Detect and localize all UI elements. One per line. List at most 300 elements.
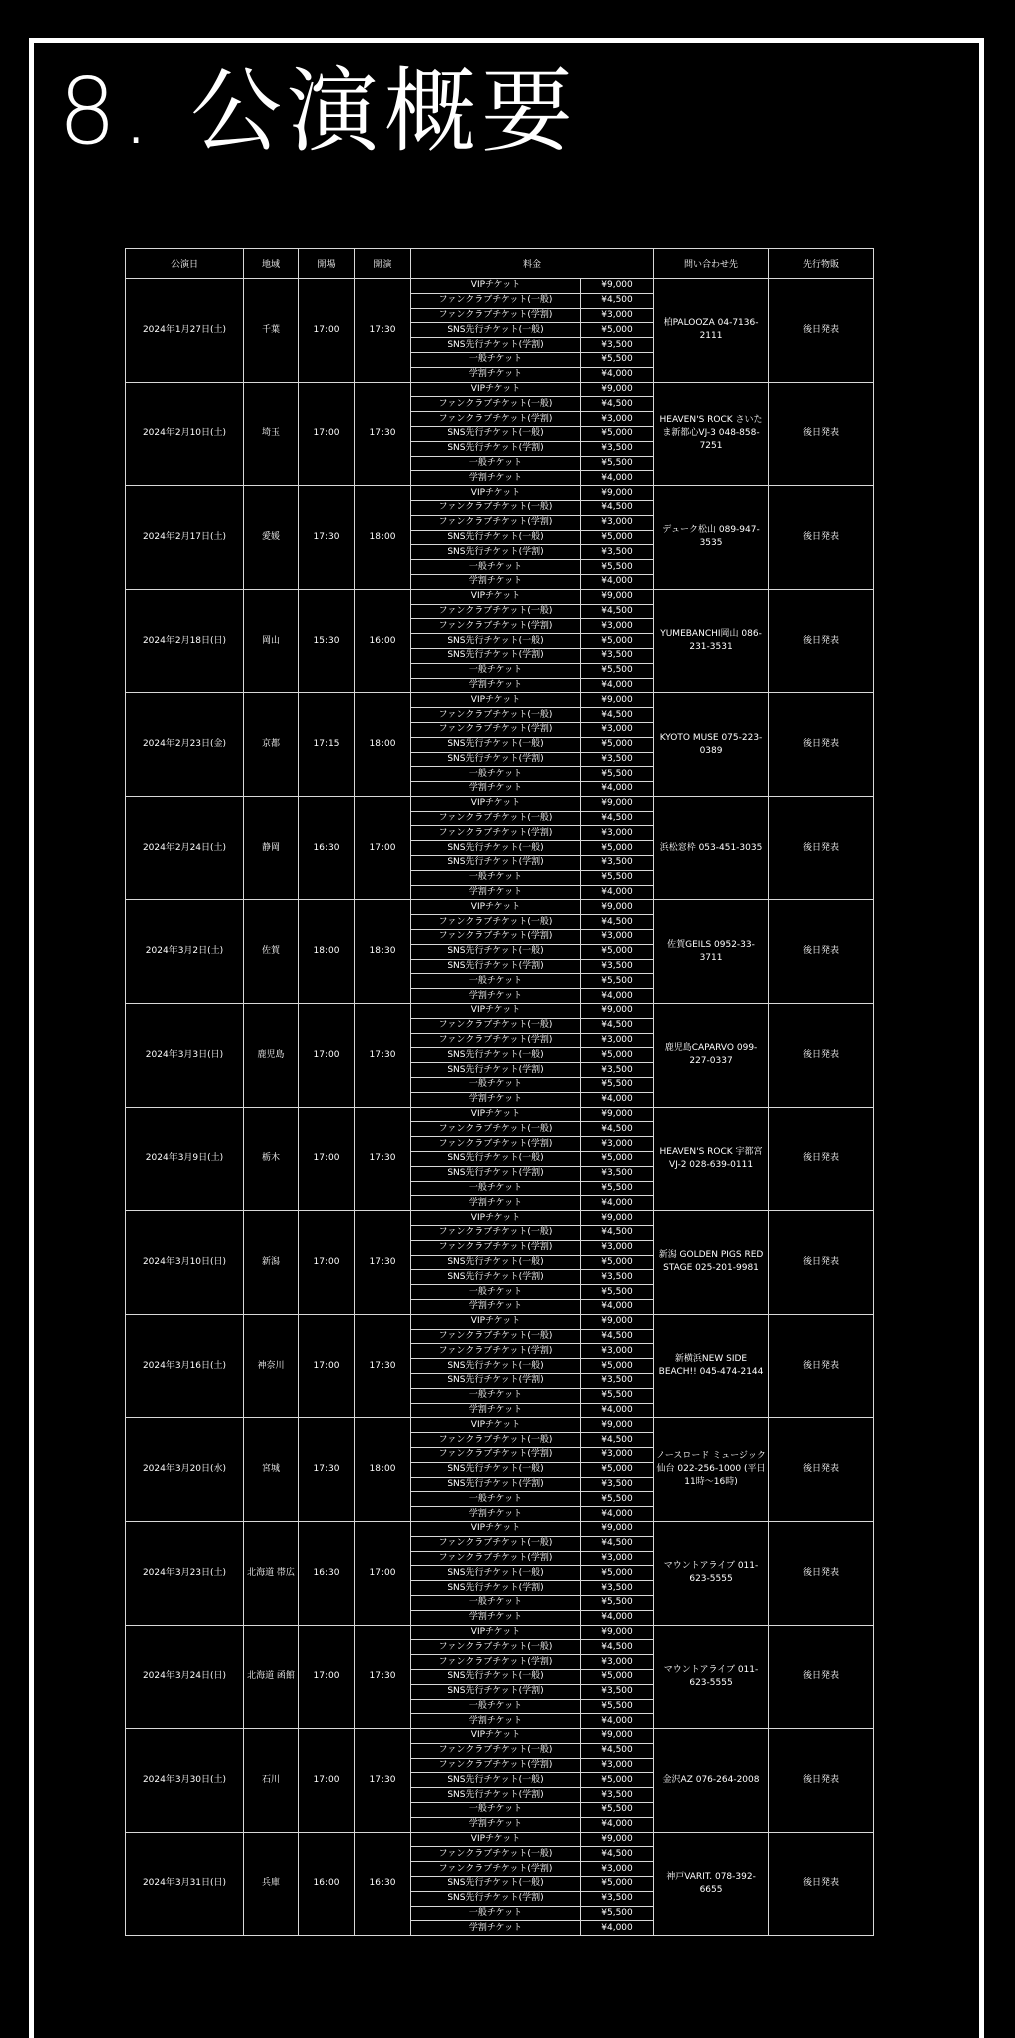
ticket-price: ¥9,000 bbox=[581, 796, 654, 811]
ticket-price: ¥5,000 bbox=[581, 944, 654, 959]
contact-info: 浜松窓枠 053-451-3035 bbox=[654, 796, 769, 900]
ticket-price: ¥3,000 bbox=[581, 930, 654, 945]
table-body bbox=[126, 279, 874, 1936]
table-row bbox=[126, 900, 874, 915]
ticket-type: ファンクラブチケット(一般) bbox=[411, 708, 581, 723]
doors-open-time: 18:00 bbox=[299, 900, 355, 1004]
ticket-type: 学割チケット bbox=[411, 1610, 581, 1625]
ticket-type: 一般チケット bbox=[411, 974, 581, 989]
performance-region: 静岡 bbox=[244, 796, 299, 900]
advance-merch: 後日発表 bbox=[769, 693, 874, 797]
ticket-type: ファンクラブチケット(一般) bbox=[411, 1226, 581, 1241]
ticket-price: ¥3,500 bbox=[581, 1477, 654, 1492]
ticket-price: ¥3,500 bbox=[581, 856, 654, 871]
ticket-price: ¥4,500 bbox=[581, 1743, 654, 1758]
ticket-type: 一般チケット bbox=[411, 1181, 581, 1196]
performance-date: 2024年2月18日(日) bbox=[126, 589, 244, 693]
ticket-price: ¥5,500 bbox=[581, 870, 654, 885]
table-row bbox=[126, 486, 874, 501]
ticket-type: SNS先行チケット(一般) bbox=[411, 1877, 581, 1892]
performance-schedule-table bbox=[125, 248, 874, 1936]
ticket-type: ファンクラブチケット(学割) bbox=[411, 1758, 581, 1773]
ticket-type: VIPチケット bbox=[411, 486, 581, 501]
table-row bbox=[126, 589, 874, 604]
performance-date: 2024年1月27日(土) bbox=[126, 279, 244, 383]
ticket-price: ¥3,500 bbox=[581, 338, 654, 353]
ticket-type: ファンクラブチケット(学割) bbox=[411, 1862, 581, 1877]
show-start-time: 17:30 bbox=[355, 382, 411, 486]
ticket-type: SNS先行チケット(一般) bbox=[411, 426, 581, 441]
doors-open-time: 17:00 bbox=[299, 1211, 355, 1315]
ticket-price: ¥4,500 bbox=[581, 1847, 654, 1862]
ticket-price: ¥5,500 bbox=[581, 1803, 654, 1818]
ticket-price: ¥3,000 bbox=[581, 722, 654, 737]
advance-merch: 後日発表 bbox=[769, 1004, 874, 1108]
ticket-price: ¥5,500 bbox=[581, 456, 654, 471]
performance-region: 愛媛 bbox=[244, 486, 299, 590]
performance-region: 北海道 函館 bbox=[244, 1625, 299, 1729]
ticket-type: SNS先行チケット(一般) bbox=[411, 1462, 581, 1477]
ticket-type: 学割チケット bbox=[411, 1092, 581, 1107]
ticket-price: ¥3,500 bbox=[581, 1788, 654, 1803]
table-row bbox=[126, 1832, 874, 1847]
ticket-price: ¥3,000 bbox=[581, 1033, 654, 1048]
doors-open-time: 16:00 bbox=[299, 1832, 355, 1936]
ticket-price: ¥5,000 bbox=[581, 841, 654, 856]
ticket-price: ¥4,000 bbox=[581, 1610, 654, 1625]
show-start-time: 17:30 bbox=[355, 1729, 411, 1833]
ticket-type: ファンクラブチケット(学割) bbox=[411, 1240, 581, 1255]
advance-merch: 後日発表 bbox=[769, 1521, 874, 1625]
ticket-type: SNS先行チケット(学割) bbox=[411, 1477, 581, 1492]
ticket-price: ¥9,000 bbox=[581, 1107, 654, 1122]
ticket-price: ¥4,500 bbox=[581, 811, 654, 826]
ticket-price: ¥9,000 bbox=[581, 1004, 654, 1019]
contact-info: 佐賀GEILS 0952-33-3711 bbox=[654, 900, 769, 1004]
ticket-price: ¥4,500 bbox=[581, 397, 654, 412]
ticket-type: ファンクラブチケット(学割) bbox=[411, 1344, 581, 1359]
contact-info: 神戸VARIT. 078-392-6655 bbox=[654, 1832, 769, 1936]
ticket-price: ¥3,500 bbox=[581, 648, 654, 663]
ticket-price: ¥3,500 bbox=[581, 1373, 654, 1388]
ticket-price: ¥4,000 bbox=[581, 1714, 654, 1729]
ticket-type: 一般チケット bbox=[411, 352, 581, 367]
ticket-type: 学割チケット bbox=[411, 782, 581, 797]
ticket-type: 一般チケット bbox=[411, 1388, 581, 1403]
ticket-type: 一般チケット bbox=[411, 1078, 581, 1093]
header-date: 公演日 bbox=[126, 249, 244, 279]
ticket-price: ¥5,500 bbox=[581, 1492, 654, 1507]
doors-open-time: 17:00 bbox=[299, 1314, 355, 1418]
performance-region: 千葉 bbox=[244, 279, 299, 383]
table-row bbox=[126, 693, 874, 708]
ticket-type: SNS先行チケット(一般) bbox=[411, 1359, 581, 1374]
contact-info: デューク松山 089-947-3535 bbox=[654, 486, 769, 590]
doors-open-time: 17:00 bbox=[299, 279, 355, 383]
show-start-time: 18:30 bbox=[355, 900, 411, 1004]
performance-region: 岡山 bbox=[244, 589, 299, 693]
ticket-type: VIPチケット bbox=[411, 1314, 581, 1329]
doors-open-time: 17:00 bbox=[299, 1004, 355, 1108]
ticket-type: ファンクラブチケット(一般) bbox=[411, 1640, 581, 1655]
ticket-type: VIPチケット bbox=[411, 1004, 581, 1019]
doors-open-time: 17:15 bbox=[299, 693, 355, 797]
ticket-type: 学割チケット bbox=[411, 574, 581, 589]
ticket-type: ファンクラブチケット(学割) bbox=[411, 826, 581, 841]
ticket-price: ¥5,500 bbox=[581, 1181, 654, 1196]
performance-region: 鹿児島 bbox=[244, 1004, 299, 1108]
contact-info: 新潟 GOLDEN PIGS RED STAGE 025-201-9981 bbox=[654, 1211, 769, 1315]
ticket-type: 一般チケット bbox=[411, 663, 581, 678]
show-start-time: 17:30 bbox=[355, 1625, 411, 1729]
advance-merch: 後日発表 bbox=[769, 1107, 874, 1211]
ticket-type: ファンクラブチケット(一般) bbox=[411, 1536, 581, 1551]
ticket-price: ¥5,500 bbox=[581, 1388, 654, 1403]
ticket-price: ¥3,000 bbox=[581, 1447, 654, 1462]
table-header-row bbox=[126, 249, 874, 279]
show-start-time: 18:00 bbox=[355, 693, 411, 797]
ticket-type: 学割チケット bbox=[411, 367, 581, 382]
ticket-type: VIPチケット bbox=[411, 900, 581, 915]
ticket-price: ¥5,000 bbox=[581, 1773, 654, 1788]
ticket-type: 一般チケット bbox=[411, 560, 581, 575]
ticket-price: ¥4,500 bbox=[581, 915, 654, 930]
advance-merch: 後日発表 bbox=[769, 1729, 874, 1833]
ticket-price: ¥9,000 bbox=[581, 486, 654, 501]
ticket-price: ¥5,500 bbox=[581, 1699, 654, 1714]
table-row bbox=[126, 1729, 874, 1744]
ticket-price: ¥5,500 bbox=[581, 974, 654, 989]
ticket-type: ファンクラブチケット(一般) bbox=[411, 811, 581, 826]
ticket-type: SNS先行チケット(学割) bbox=[411, 1788, 581, 1803]
ticket-price: ¥5,000 bbox=[581, 737, 654, 752]
ticket-type: SNS先行チケット(学割) bbox=[411, 1373, 581, 1388]
table-row bbox=[126, 1418, 874, 1433]
ticket-price: ¥5,000 bbox=[581, 1669, 654, 1684]
performance-date: 2024年3月9日(土) bbox=[126, 1107, 244, 1211]
ticket-price: ¥9,000 bbox=[581, 279, 654, 294]
ticket-price: ¥5,000 bbox=[581, 1048, 654, 1063]
ticket-type: ファンクラブチケット(一般) bbox=[411, 1329, 581, 1344]
ticket-type: SNS先行チケット(一般) bbox=[411, 1255, 581, 1270]
ticket-type: 学割チケット bbox=[411, 471, 581, 486]
ticket-price: ¥4,500 bbox=[581, 1329, 654, 1344]
ticket-price: ¥9,000 bbox=[581, 1729, 654, 1744]
ticket-price: ¥5,000 bbox=[581, 1877, 654, 1892]
ticket-type: ファンクラブチケット(一般) bbox=[411, 397, 581, 412]
ticket-type: SNS先行チケット(一般) bbox=[411, 737, 581, 752]
section-title: 8. 公演概要 bbox=[58, 58, 579, 165]
ticket-price: ¥5,000 bbox=[581, 1359, 654, 1374]
performance-region: 栃木 bbox=[244, 1107, 299, 1211]
ticket-price: ¥5,500 bbox=[581, 1078, 654, 1093]
ticket-price: ¥5,000 bbox=[581, 426, 654, 441]
ticket-type: 学割チケット bbox=[411, 678, 581, 693]
table-row bbox=[126, 382, 874, 397]
ticket-price: ¥5,000 bbox=[581, 1462, 654, 1477]
ticket-type: SNS先行チケット(学割) bbox=[411, 1684, 581, 1699]
ticket-price: ¥3,500 bbox=[581, 545, 654, 560]
doors-open-time: 17:00 bbox=[299, 1107, 355, 1211]
header-contact: 問い合わせ先 bbox=[654, 249, 769, 279]
ticket-type: VIPチケット bbox=[411, 1211, 581, 1226]
ticket-price: ¥9,000 bbox=[581, 382, 654, 397]
header-open: 開場 bbox=[299, 249, 355, 279]
doors-open-time: 16:30 bbox=[299, 1521, 355, 1625]
ticket-type: SNS先行チケット(一般) bbox=[411, 634, 581, 649]
ticket-type: SNS先行チケット(一般) bbox=[411, 323, 581, 338]
contact-info: ノースロード ミュージック仙台 022-256-1000 (平日11時～16時) bbox=[654, 1418, 769, 1522]
contact-info: 鹿児島CAPARVO 099-227-0337 bbox=[654, 1004, 769, 1108]
ticket-price: ¥4,000 bbox=[581, 574, 654, 589]
advance-merch: 後日発表 bbox=[769, 900, 874, 1004]
ticket-price: ¥4,500 bbox=[581, 1536, 654, 1551]
ticket-type: ファンクラブチケット(一般) bbox=[411, 1743, 581, 1758]
performance-date: 2024年3月24日(日) bbox=[126, 1625, 244, 1729]
performance-region: 京都 bbox=[244, 693, 299, 797]
ticket-type: 学割チケット bbox=[411, 1714, 581, 1729]
ticket-type: SNS先行チケット(一般) bbox=[411, 1773, 581, 1788]
ticket-type: ファンクラブチケット(学割) bbox=[411, 930, 581, 945]
performance-region: 北海道 帯広 bbox=[244, 1521, 299, 1625]
ticket-type: SNS先行チケット(学割) bbox=[411, 545, 581, 560]
doors-open-time: 17:00 bbox=[299, 1729, 355, 1833]
ticket-price: ¥3,500 bbox=[581, 1166, 654, 1181]
ticket-type: 学割チケット bbox=[411, 1507, 581, 1522]
ticket-type: SNS先行チケット(学割) bbox=[411, 1270, 581, 1285]
performance-date: 2024年3月16日(土) bbox=[126, 1314, 244, 1418]
doors-open-time: 17:00 bbox=[299, 1625, 355, 1729]
ticket-type: SNS先行チケット(学割) bbox=[411, 648, 581, 663]
advance-merch: 後日発表 bbox=[769, 1625, 874, 1729]
show-start-time: 17:30 bbox=[355, 1314, 411, 1418]
advance-merch: 後日発表 bbox=[769, 1211, 874, 1315]
ticket-type: 一般チケット bbox=[411, 1906, 581, 1921]
ticket-price: ¥3,000 bbox=[581, 1137, 654, 1152]
doors-open-time: 17:00 bbox=[299, 382, 355, 486]
ticket-type: ファンクラブチケット(一般) bbox=[411, 293, 581, 308]
ticket-price: ¥4,000 bbox=[581, 1092, 654, 1107]
doors-open-time: 17:30 bbox=[299, 1418, 355, 1522]
ticket-price: ¥3,000 bbox=[581, 619, 654, 634]
ticket-price: ¥3,000 bbox=[581, 1758, 654, 1773]
ticket-type: 学割チケット bbox=[411, 1299, 581, 1314]
ticket-price: ¥9,000 bbox=[581, 693, 654, 708]
ticket-type: 一般チケット bbox=[411, 1803, 581, 1818]
ticket-price: ¥3,000 bbox=[581, 515, 654, 530]
ticket-price: ¥3,000 bbox=[581, 1344, 654, 1359]
ticket-price: ¥3,500 bbox=[581, 441, 654, 456]
ticket-price: ¥9,000 bbox=[581, 1521, 654, 1536]
ticket-price: ¥4,500 bbox=[581, 708, 654, 723]
ticket-type: SNS先行チケット(学割) bbox=[411, 441, 581, 456]
contact-info: KYOTO MUSE 075-223-0389 bbox=[654, 693, 769, 797]
ticket-type: ファンクラブチケット(学割) bbox=[411, 412, 581, 427]
ticket-price: ¥9,000 bbox=[581, 1211, 654, 1226]
ticket-type: SNS先行チケット(学割) bbox=[411, 1891, 581, 1906]
ticket-type: 一般チケット bbox=[411, 1699, 581, 1714]
contact-info: HEAVEN'S ROCK さいたま新都心VJ-3 048-858-7251 bbox=[654, 382, 769, 486]
performance-date: 2024年3月3日(日) bbox=[126, 1004, 244, 1108]
ticket-price: ¥4,500 bbox=[581, 293, 654, 308]
contact-info: HEAVEN'S ROCK 宇都宮VJ-2 028-639-0111 bbox=[654, 1107, 769, 1211]
ticket-price: ¥5,000 bbox=[581, 1255, 654, 1270]
contact-info: YUMEBANCHI岡山 086-231-3531 bbox=[654, 589, 769, 693]
ticket-type: SNS先行チケット(一般) bbox=[411, 1152, 581, 1167]
performance-date: 2024年2月24日(土) bbox=[126, 796, 244, 900]
ticket-type: VIPチケット bbox=[411, 1521, 581, 1536]
header-start: 開演 bbox=[355, 249, 411, 279]
show-start-time: 17:30 bbox=[355, 1107, 411, 1211]
ticket-price: ¥5,000 bbox=[581, 1152, 654, 1167]
ticket-price: ¥3,000 bbox=[581, 1655, 654, 1670]
performance-date: 2024年3月31日(日) bbox=[126, 1832, 244, 1936]
ticket-price: ¥5,500 bbox=[581, 1595, 654, 1610]
table-row bbox=[126, 1314, 874, 1329]
contact-info: マウントアライブ 011-623-5555 bbox=[654, 1625, 769, 1729]
ticket-price: ¥9,000 bbox=[581, 900, 654, 915]
ticket-type: 学割チケット bbox=[411, 989, 581, 1004]
header-price: 料金 bbox=[411, 249, 654, 279]
advance-merch: 後日発表 bbox=[769, 486, 874, 590]
ticket-type: SNS先行チケット(学割) bbox=[411, 1166, 581, 1181]
ticket-type: SNS先行チケット(一般) bbox=[411, 944, 581, 959]
contact-info: マウントアライブ 011-623-5555 bbox=[654, 1521, 769, 1625]
ticket-price: ¥9,000 bbox=[581, 1625, 654, 1640]
header-merch: 先行物販 bbox=[769, 249, 874, 279]
ticket-price: ¥5,500 bbox=[581, 767, 654, 782]
ticket-type: 学割チケット bbox=[411, 1817, 581, 1832]
ticket-type: ファンクラブチケット(学割) bbox=[411, 515, 581, 530]
ticket-price: ¥4,500 bbox=[581, 604, 654, 619]
ticket-type: ファンクラブチケット(学割) bbox=[411, 619, 581, 634]
ticket-price: ¥3,000 bbox=[581, 412, 654, 427]
ticket-type: VIPチケット bbox=[411, 589, 581, 604]
ticket-type: VIPチケット bbox=[411, 1418, 581, 1433]
ticket-price: ¥5,000 bbox=[581, 530, 654, 545]
performance-date: 2024年2月10日(土) bbox=[126, 382, 244, 486]
ticket-type: SNS先行チケット(一般) bbox=[411, 841, 581, 856]
ticket-type: VIPチケット bbox=[411, 693, 581, 708]
advance-merch: 後日発表 bbox=[769, 1314, 874, 1418]
ticket-type: ファンクラブチケット(一般) bbox=[411, 1018, 581, 1033]
ticket-type: 一般チケット bbox=[411, 767, 581, 782]
ticket-price: ¥9,000 bbox=[581, 1418, 654, 1433]
show-start-time: 17:30 bbox=[355, 1004, 411, 1108]
ticket-type: ファンクラブチケット(学割) bbox=[411, 1655, 581, 1670]
ticket-type: SNS先行チケット(学割) bbox=[411, 1063, 581, 1078]
performance-date: 2024年2月23日(金) bbox=[126, 693, 244, 797]
ticket-price: ¥4,000 bbox=[581, 367, 654, 382]
ticket-type: SNS先行チケット(学割) bbox=[411, 1581, 581, 1596]
performance-region: 神奈川 bbox=[244, 1314, 299, 1418]
ticket-type: ファンクラブチケット(一般) bbox=[411, 1433, 581, 1448]
advance-merch: 後日発表 bbox=[769, 589, 874, 693]
ticket-type: ファンクラブチケット(一般) bbox=[411, 915, 581, 930]
doors-open-time: 17:30 bbox=[299, 486, 355, 590]
ticket-price: ¥5,000 bbox=[581, 1566, 654, 1581]
ticket-price: ¥5,000 bbox=[581, 634, 654, 649]
table-row bbox=[126, 1625, 874, 1640]
ticket-price: ¥9,000 bbox=[581, 589, 654, 604]
ticket-type: SNS先行チケット(一般) bbox=[411, 1048, 581, 1063]
ticket-type: ファンクラブチケット(学割) bbox=[411, 1137, 581, 1152]
ticket-price: ¥3,000 bbox=[581, 308, 654, 323]
ticket-type: 一般チケット bbox=[411, 870, 581, 885]
ticket-type: VIPチケット bbox=[411, 1625, 581, 1640]
ticket-price: ¥5,500 bbox=[581, 352, 654, 367]
ticket-type: 一般チケット bbox=[411, 1595, 581, 1610]
ticket-type: ファンクラブチケット(学割) bbox=[411, 1447, 581, 1462]
doors-open-time: 16:30 bbox=[299, 796, 355, 900]
ticket-price: ¥3,500 bbox=[581, 1891, 654, 1906]
ticket-price: ¥3,500 bbox=[581, 1684, 654, 1699]
ticket-type: VIPチケット bbox=[411, 796, 581, 811]
ticket-price: ¥4,500 bbox=[581, 1640, 654, 1655]
ticket-price: ¥5,500 bbox=[581, 1906, 654, 1921]
show-start-time: 17:30 bbox=[355, 279, 411, 383]
ticket-type: SNS先行チケット(学割) bbox=[411, 338, 581, 353]
show-start-time: 18:00 bbox=[355, 486, 411, 590]
table-row bbox=[126, 1521, 874, 1536]
ticket-type: ファンクラブチケット(一般) bbox=[411, 604, 581, 619]
ticket-price: ¥3,500 bbox=[581, 752, 654, 767]
show-start-time: 17:00 bbox=[355, 796, 411, 900]
ticket-type: 学割チケット bbox=[411, 1403, 581, 1418]
ticket-price: ¥4,000 bbox=[581, 782, 654, 797]
ticket-price: ¥4,000 bbox=[581, 678, 654, 693]
contact-info: 金沢AZ 076-264-2008 bbox=[654, 1729, 769, 1833]
ticket-price: ¥3,500 bbox=[581, 1063, 654, 1078]
ticket-price: ¥4,500 bbox=[581, 1122, 654, 1137]
ticket-price: ¥5,500 bbox=[581, 663, 654, 678]
advance-merch: 後日発表 bbox=[769, 796, 874, 900]
performance-date: 2024年2月17日(土) bbox=[126, 486, 244, 590]
ticket-type: ファンクラブチケット(一般) bbox=[411, 1122, 581, 1137]
ticket-price: ¥4,000 bbox=[581, 1403, 654, 1418]
table-row bbox=[126, 796, 874, 811]
ticket-price: ¥4,500 bbox=[581, 500, 654, 515]
contact-info: 新横浜NEW SIDE BEACH!! 045-474-2144 bbox=[654, 1314, 769, 1418]
ticket-price: ¥4,000 bbox=[581, 989, 654, 1004]
ticket-price: ¥4,500 bbox=[581, 1018, 654, 1033]
ticket-type: SNS先行チケット(学割) bbox=[411, 856, 581, 871]
show-start-time: 17:30 bbox=[355, 1211, 411, 1315]
ticket-type: SNS先行チケット(一般) bbox=[411, 1669, 581, 1684]
ticket-type: VIPチケット bbox=[411, 1107, 581, 1122]
performance-region: 石川 bbox=[244, 1729, 299, 1833]
performance-date: 2024年3月23日(土) bbox=[126, 1521, 244, 1625]
ticket-price: ¥3,000 bbox=[581, 826, 654, 841]
table-row bbox=[126, 1107, 874, 1122]
ticket-price: ¥4,000 bbox=[581, 885, 654, 900]
ticket-type: 一般チケット bbox=[411, 1492, 581, 1507]
ticket-type: ファンクラブチケット(一般) bbox=[411, 1847, 581, 1862]
ticket-price: ¥3,500 bbox=[581, 959, 654, 974]
ticket-price: ¥4,000 bbox=[581, 471, 654, 486]
show-start-time: 18:00 bbox=[355, 1418, 411, 1522]
performance-region: 佐賀 bbox=[244, 900, 299, 1004]
ticket-price: ¥4,500 bbox=[581, 1433, 654, 1448]
ticket-price: ¥3,000 bbox=[581, 1862, 654, 1877]
performance-region: 埼玉 bbox=[244, 382, 299, 486]
ticket-price: ¥9,000 bbox=[581, 1832, 654, 1847]
ticket-price: ¥5,500 bbox=[581, 560, 654, 575]
ticket-type: ファンクラブチケット(学割) bbox=[411, 1033, 581, 1048]
performance-date: 2024年3月10日(日) bbox=[126, 1211, 244, 1315]
ticket-type: SNS先行チケット(学割) bbox=[411, 959, 581, 974]
ticket-type: 学割チケット bbox=[411, 1196, 581, 1211]
